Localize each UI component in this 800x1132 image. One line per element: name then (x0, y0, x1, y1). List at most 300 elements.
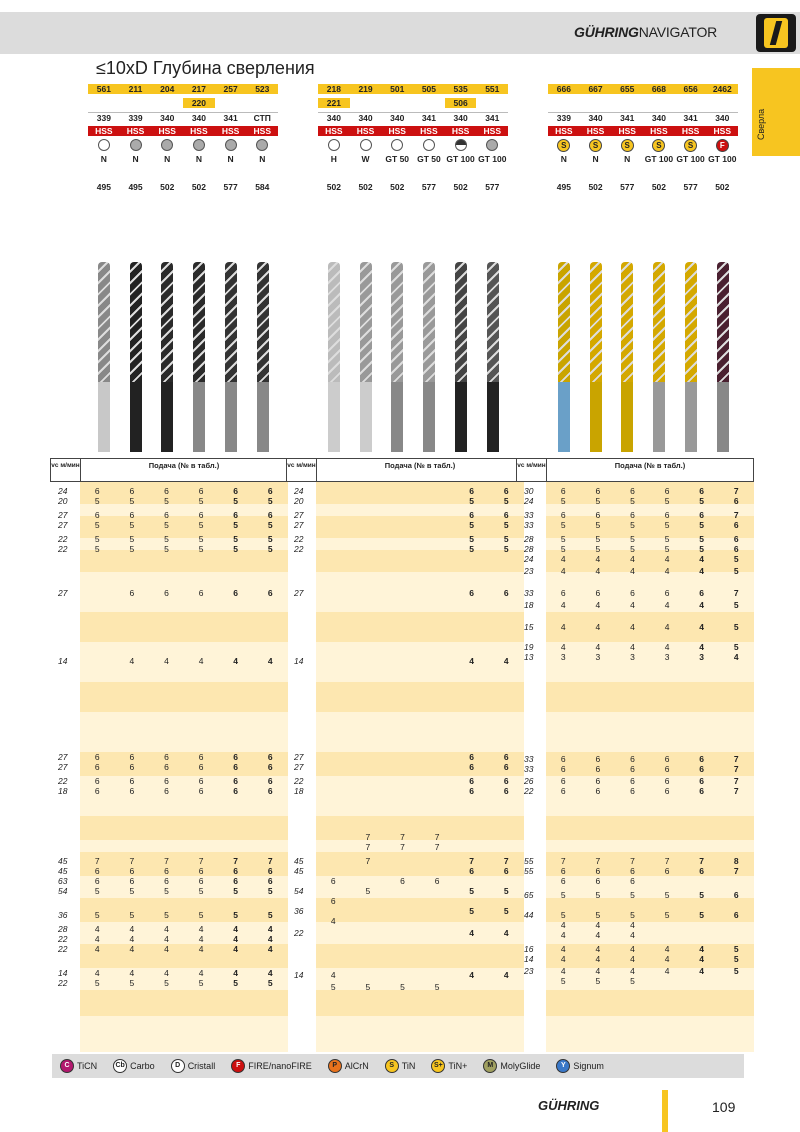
group-cell-codes[interactable]: 535 (445, 84, 477, 94)
legend-label: TiCN (77, 1061, 98, 1071)
vc-value: 24 (58, 486, 68, 496)
feed-value: 4 (595, 920, 601, 930)
group-cell-mat: HSS (151, 126, 183, 136)
feed-value: 6 (330, 896, 336, 906)
material-circle-icon (455, 139, 467, 151)
feed-value (351, 970, 386, 980)
drill-image (161, 262, 173, 382)
feed-value: 5 (630, 890, 635, 900)
drill-image (98, 262, 110, 382)
feed-value: 6 (233, 486, 239, 496)
feed-value: 4 (699, 622, 705, 632)
vc-value: 14 (294, 970, 304, 980)
feed-value: 5 (198, 534, 204, 544)
feed-value: 6 (469, 486, 475, 496)
legend-item (483, 1059, 540, 1073)
feed-value: 6 (733, 544, 739, 554)
feed-value (385, 510, 420, 520)
group-cell-codes[interactable]: 523 (246, 84, 278, 94)
feed-value: 6 (699, 486, 705, 496)
drill-shank (225, 382, 237, 452)
group-cell-coat (246, 139, 278, 151)
feed-value (351, 876, 386, 886)
feed-value (420, 776, 455, 786)
feed-value: 6 (129, 876, 135, 886)
table-band (316, 1016, 524, 1052)
feed-value: 4 (94, 934, 100, 944)
feed-value (316, 496, 351, 506)
feed-value: 5 (164, 520, 169, 530)
feed-value: 6 (233, 776, 239, 786)
feed-value: 5 (664, 520, 670, 530)
feed-value: 4 (560, 554, 566, 564)
feed-value: 6 (94, 866, 100, 876)
table-row (50, 886, 288, 896)
feed-value: 5 (630, 976, 635, 986)
feed-value: 6 (630, 876, 635, 886)
feed-value: 6 (469, 866, 475, 876)
feed-value: 5 (733, 944, 739, 954)
feed-value: 5 (630, 520, 635, 530)
feed-value: 5 (595, 544, 601, 554)
feed-value: 6 (664, 510, 670, 520)
group-cell-mat: HSS (706, 126, 738, 136)
feed-value (385, 520, 420, 530)
group-cell-type: N (259, 154, 266, 164)
group-cell-codes[interactable]: 204 (151, 84, 183, 94)
vc-value: 18 (294, 786, 304, 796)
feed-value (420, 970, 455, 980)
feed-value: 4 (699, 642, 705, 652)
feed-value: 6 (198, 786, 204, 796)
vc-value: 22 (294, 534, 304, 544)
group-cell-coat (580, 139, 612, 152)
feed-value: 5 (503, 886, 509, 896)
feed-value (385, 776, 420, 786)
feed-value (420, 520, 455, 530)
feed-value (385, 866, 420, 876)
group-cell-codes[interactable]: 211 (120, 84, 152, 94)
group-cell-std: 341 (215, 112, 247, 123)
feed-value: 4 (699, 600, 705, 610)
drill-image (455, 262, 467, 382)
feed-value (719, 930, 754, 940)
vc-value: 33 (524, 520, 534, 530)
product-group-2 (318, 82, 508, 194)
group-cell-num: 502 (390, 182, 405, 192)
group-cell-num: 577 (620, 182, 635, 192)
vc-value: 27 (58, 510, 68, 520)
drill-shank (328, 382, 340, 452)
group-cell-num: 584 (255, 182, 270, 192)
feed-table-2 (286, 458, 524, 1052)
feed-value: 4 (469, 656, 475, 666)
group-cell-codes[interactable]: 667 (580, 84, 612, 94)
feed-value: 5 (560, 520, 566, 530)
feed-value: 6 (233, 752, 239, 762)
feed-value: 6 (469, 776, 475, 786)
feed-value: 5 (469, 886, 475, 896)
legend-item (431, 1059, 467, 1073)
drill-image (130, 262, 142, 382)
feed-value: 4 (630, 954, 635, 964)
feed-value: 7 (733, 588, 739, 598)
vc-value: 27 (58, 762, 68, 772)
drill-image (653, 262, 665, 382)
feed-value: 4 (630, 566, 635, 576)
feed-value: 4 (560, 622, 566, 632)
group-cell-num: 502 (191, 182, 206, 192)
table-row (286, 510, 524, 520)
table-row (516, 976, 754, 986)
group-cell-codes[interactable]: 505 (413, 84, 445, 94)
feed-value (316, 520, 351, 530)
feed-value: 6 (164, 486, 169, 496)
feed-header: Подача (№ в табл.) (148, 461, 220, 470)
drill-image (360, 262, 372, 382)
feed-value: 5 (129, 886, 135, 896)
feed-value (351, 786, 386, 796)
group-cell-codes[interactable]: 219 (350, 84, 382, 94)
legend-item (556, 1059, 604, 1073)
feed-value: 4 (164, 924, 169, 934)
feed-value (420, 534, 455, 544)
drill-image (717, 262, 729, 382)
group-cell-mat: HSS (215, 126, 247, 136)
feed-value: 4 (198, 924, 204, 934)
drill-shank (717, 382, 729, 452)
group-cell-num: 502 (588, 182, 603, 192)
group-cell-codes[interactable]: 217 (183, 84, 215, 94)
feed-value: 5 (664, 496, 670, 506)
table-band (80, 1016, 288, 1052)
group-cell-coat (120, 139, 152, 151)
feed-value: 7 (434, 832, 440, 842)
drill-image (590, 262, 602, 382)
coating-icon: M (483, 1059, 497, 1073)
coating-S-icon: S (589, 139, 602, 152)
feed-value: 4 (164, 934, 169, 944)
vc-value: 27 (294, 588, 304, 598)
feed-value: 6 (560, 876, 566, 886)
feed-value: 4 (330, 916, 336, 926)
feed-value: 6 (595, 588, 601, 598)
feed-value: 5 (595, 976, 601, 986)
drill-shank (130, 382, 142, 452)
group-cell-num: 577 (683, 182, 698, 192)
legend-label: Cristall (187, 1061, 216, 1071)
feed-value: 6 (164, 752, 169, 762)
feed-value (454, 896, 489, 906)
feed-value (650, 920, 685, 930)
feed-value: 4 (94, 924, 100, 934)
feed-value: 6 (595, 510, 601, 520)
group-cell-num: 495 (96, 182, 111, 192)
table-body (50, 482, 288, 1052)
group-cell-coat (413, 139, 445, 151)
feed-value (385, 534, 420, 544)
vc-header: vc м/мин (287, 459, 317, 481)
group-cell-codes[interactable]: 668 (643, 84, 675, 94)
feed-value: 4 (503, 928, 509, 938)
group-row-coat (548, 138, 738, 152)
feed-table-3 (516, 458, 754, 1052)
feed-value: 4 (699, 954, 705, 964)
feed-value: 6 (595, 866, 601, 876)
legend-label: FIRE/nanoFIRE (248, 1061, 312, 1071)
feed-value: 4 (630, 642, 635, 652)
feed-value: 7 (733, 866, 739, 876)
table-row (50, 968, 288, 978)
feed-value: 6 (233, 762, 239, 772)
group-cell-type: H (330, 154, 337, 164)
group-row-std (88, 110, 278, 124)
feed-value (650, 976, 685, 986)
feed-value: 6 (560, 764, 566, 774)
feed-value (420, 886, 455, 896)
legend-label: TiN (401, 1061, 416, 1071)
material-circle-icon (225, 139, 237, 151)
feed-value (80, 588, 115, 598)
group-cell-codes[interactable]: 501 (381, 84, 413, 94)
table-row (286, 520, 524, 530)
group-cell-codes[interactable]: 666 (548, 84, 580, 94)
drill-image (621, 262, 633, 382)
feed-value (351, 588, 386, 598)
feed-value: 5 (664, 544, 670, 554)
table-row (516, 920, 754, 930)
feed-value: 6 (267, 762, 273, 772)
table-row (516, 754, 754, 764)
vc-value: 27 (58, 588, 68, 598)
feed-value: 6 (630, 764, 635, 774)
feed-value (316, 832, 351, 842)
table-row (286, 656, 524, 666)
feed-value: 7 (365, 856, 371, 866)
table-row (516, 652, 754, 662)
vc-value: 15 (524, 622, 534, 632)
feed-value (316, 534, 351, 544)
group-cell-type: GT 100 (644, 154, 674, 164)
coating-icon: C (60, 1059, 74, 1073)
table-row (50, 866, 288, 876)
feed-value (420, 656, 455, 666)
table-row (516, 930, 754, 940)
feed-value: 4 (595, 600, 601, 610)
legend-item (231, 1059, 312, 1073)
table-body (286, 482, 524, 1052)
feed-table-1 (50, 458, 288, 1052)
table-row (50, 786, 288, 796)
table-row (286, 856, 524, 866)
feed-value: 5 (699, 910, 705, 920)
table-row (516, 566, 754, 576)
feed-value: 5 (267, 886, 273, 896)
feed-value: 6 (630, 786, 635, 796)
feed-value (316, 544, 351, 554)
group-cell-std: 341 (611, 112, 643, 123)
feed-value: 5 (469, 906, 475, 916)
legend-label: Signum (573, 1061, 604, 1071)
feed-value: 5 (733, 954, 739, 964)
feed-value (316, 588, 351, 598)
feed-value: 3 (699, 652, 705, 662)
side-tab[interactable]: Сверла (752, 68, 800, 156)
feed-value (420, 906, 455, 916)
feed-value: 6 (198, 776, 204, 786)
feed-value (351, 906, 386, 916)
feed-value: 6 (560, 786, 566, 796)
group-cell-mat: HSS (675, 126, 707, 136)
feed-value: 6 (198, 762, 204, 772)
feed-value (351, 520, 386, 530)
table-row (286, 886, 524, 896)
feed-value: 3 (664, 652, 670, 662)
table-header (286, 458, 524, 482)
table-row (50, 496, 288, 506)
vc-value: 20 (58, 496, 68, 506)
feed-value: 6 (630, 866, 635, 876)
feed-value: 6 (630, 486, 635, 496)
feed-value (385, 762, 420, 772)
feed-value (420, 496, 455, 506)
group-cell-codes[interactable]: 655 (611, 84, 643, 94)
feed-value (385, 588, 420, 598)
vc-value: 33 (524, 588, 534, 598)
feed-value: 5 (733, 600, 739, 610)
feed-value: 5 (94, 978, 100, 988)
table-row (286, 752, 524, 762)
table-row (516, 954, 754, 964)
table-row (516, 510, 754, 520)
feed-value: 4 (733, 652, 739, 662)
feed-value: 5 (129, 534, 135, 544)
feed-value: 7 (469, 856, 475, 866)
legend-item (113, 1059, 155, 1073)
group-cell-codes[interactable]: 218 (318, 84, 350, 94)
feed-value: 5 (164, 534, 169, 544)
feed-value (316, 786, 351, 796)
group-cell-codes2: 221 (318, 98, 350, 108)
group-cell-std: 340 (183, 112, 215, 123)
group-cell-type: GT 100 (446, 154, 475, 164)
feed-value: 7 (129, 856, 135, 866)
table-row (286, 496, 524, 506)
feed-value (385, 928, 420, 938)
feed-value (316, 486, 351, 496)
group-cell-codes[interactable]: 656 (675, 84, 707, 94)
group-row-codes (88, 82, 278, 96)
group-cell-coat (548, 139, 580, 152)
group-cell-type: N (195, 154, 202, 164)
feed-value: 6 (560, 776, 566, 786)
feed-value: 7 (699, 856, 705, 866)
group-cell-codes[interactable]: 561 (88, 84, 120, 94)
feed-value: 4 (233, 968, 239, 978)
group-cell-codes[interactable]: 551 (476, 84, 508, 94)
table-row (516, 554, 754, 564)
table-row (516, 486, 754, 496)
feed-value (316, 752, 351, 762)
product-group-1 (88, 82, 278, 194)
feed-value: 5 (434, 982, 440, 992)
group-cell-mat: HSS (318, 126, 350, 136)
table-row (50, 934, 288, 944)
feed-value: 4 (560, 920, 566, 930)
feed-value: 5 (595, 520, 601, 530)
feed-value: 5 (733, 622, 739, 632)
feed-value: 5 (267, 534, 273, 544)
feed-value (454, 876, 489, 886)
feed-value: 6 (595, 786, 601, 796)
feed-value: 4 (198, 656, 204, 666)
table-row (516, 876, 754, 886)
material-circle-icon (161, 139, 173, 151)
feed-value: 6 (469, 752, 475, 762)
feed-value (454, 982, 489, 992)
material-circle-icon (328, 139, 340, 151)
table-band (316, 712, 524, 752)
table-row (286, 588, 524, 598)
table-row (516, 534, 754, 544)
feed-value: 6 (129, 762, 135, 772)
feed-value: 6 (630, 754, 635, 764)
group-cell-std: 341 (413, 112, 445, 123)
table-row (516, 786, 754, 796)
group-cell-type: N (624, 154, 631, 164)
group-row-blank (548, 166, 738, 180)
legend-item (385, 1059, 416, 1073)
feed-value: 5 (330, 982, 336, 992)
feed-value: 3 (595, 652, 601, 662)
vc-value: 22 (58, 934, 68, 944)
drill-image (257, 262, 269, 382)
feed-value (316, 856, 351, 866)
group-row-type (548, 152, 738, 166)
group-cell-type: N (592, 154, 599, 164)
feed-value: 6 (595, 764, 601, 774)
group-cell-coat (706, 139, 738, 152)
feed-value: 6 (630, 588, 635, 598)
vc-value: 54 (294, 886, 304, 896)
vc-value: 26 (524, 776, 534, 786)
feed-value: 7 (560, 856, 566, 866)
feed-value: 4 (630, 944, 635, 954)
feed-value: 6 (560, 754, 566, 764)
feed-value (719, 976, 754, 986)
table-row (516, 588, 754, 598)
group-cell-codes[interactable]: 2462 (706, 84, 738, 94)
table-band (546, 840, 754, 852)
feed-value: 4 (664, 642, 670, 652)
group-cell-std: СТП (246, 112, 278, 123)
feed-value: 5 (560, 890, 566, 900)
feed-value: 7 (733, 776, 739, 786)
group-cell-coat (88, 139, 120, 151)
feed-value: 4 (595, 566, 601, 576)
feed-value: 4 (267, 968, 273, 978)
group-cell-codes[interactable]: 257 (215, 84, 247, 94)
vc-value: 16 (524, 944, 534, 954)
feed-value (684, 930, 719, 940)
group-cell-type: N (560, 154, 567, 164)
feed-value: 3 (630, 652, 635, 662)
feed-value (385, 656, 420, 666)
group-cell-coat (445, 139, 477, 151)
feed-value (385, 856, 420, 866)
feed-value: 6 (469, 588, 475, 598)
feed-value (650, 930, 685, 940)
